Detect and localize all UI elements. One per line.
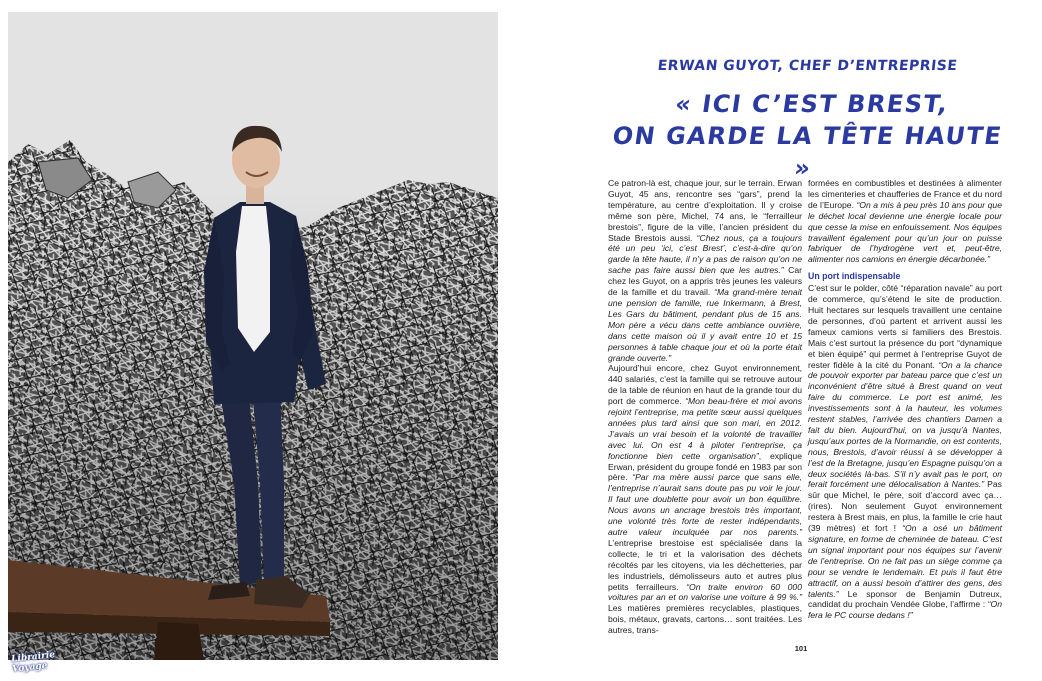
article-column-left — [608, 178, 803, 636]
paragraph: Ce patron-là est, chaque jour, sur le terrain. Erwan Guyot, 45 ans, rencontre ses “gars”, prend la température, au centre d’exploitation. Il y croise même son père, Michel, 74 ans, le “ferrailleur brestois”, figure de la ville, l’ancien président du Stade Brestois aussi. “Chez nous, ça a toujours été un peu ‘ici, c’est Brest’, c’est-à-dire qu’on garde la tête haute, il n’y a pas de raison qu’on ne sache pas faire aussi bien que les autres.” Car chez les Guyot, on a appris très jeunes les valeurs de la famille et du travail. “Ma grand-mère tenait une pension de famille, rue Inkermann, à Brest, Les Gars du bâtiment, pendant plus de 15 ans. Mon père a vécu dans cette ambiance ouvrière, dans cette maison où il y avait entre 10 et 15 personnes à table chaque jour et où la porte était grande ouverte.” — [608, 178, 802, 363]
section-subhead: Un port indispensable — [808, 271, 901, 282]
headline-line-1: « ICI C’EST BREST, — [673, 90, 951, 118]
article-kicker: ERWAN GUYOT, CHEF D’ENTREPRISE — [656, 58, 959, 74]
article-headline — [603, 88, 1011, 184]
logo-line-1: Librairie — [10, 650, 56, 665]
paragraph: C’est sur le polder, côté “réparation navale” au port de commerce, qu’s’étend le site de production. Huit hectares sur lesquels travaillent une centaine de personnes, d’où partent et arrivent aussi les fameux camions verts si familiers des Brestois. Mais c’est surtout la présence du port “dynamique et bien équipé” qui permet à l’entreprise Guyot de rester fidèle à la cité du Ponant. “On a la chance de pouvoir exporter par bateau parce que c’est un inconvénient d’être situé à Brest quand on veut faire du commerce. Le port est animé, les investissements sont à la hauteur, les volumes restent stables, l’arrivée des chantiers Damen a fait du bien. Aujourd’hui, on va jusqu’à Nantes, jusqu’aux portes de la Normandie, on est contents, nous, Brestois, d’avoir réussi à se développer à l’est de la Bretagne, jusqu’en Espagne puisqu’on a deux sociétés là-bas. S’il n’y avait pas le port, on ferait forcément une délocalisation à Nantes.” Pas sûr que Michel, le père, soit d’accord avec ça… (rires). Non seulement Guyot environnement restera à Brest mais, en plus, la famille le crie haut (39 mètres) et fort ! “On a osé un bâtiment signature, en forme de cheminée de bateau. C’est un signal important pour nos équipes sur l’avenir de l’entreprise. On ne fait pas un siège comme ça pour se vendre le lendemain. Et puis il faut être attractif, on a aussi besoin d’attirer des gens, des talents.” Le sponsor de Benjamin Dutreux, candidat du prochain Vendée Globe, l’affirme : “On fera le PC course dedans !” — [808, 283, 1003, 621]
page-number: 101 — [794, 644, 808, 653]
publisher-logo — [11, 649, 63, 680]
article-column-right — [808, 178, 1002, 628]
headline-line-2: ON GARDE LA TÊTE HAUTE » — [610, 122, 1005, 182]
paragraph: formées en combustibles et destinées à alimenter les cimenteries et chaufferies de France et du nord de l’Europe. “On a mis à peu près 10 ans pour que le déchet local devienne une énergie locale pour que cesse la mise en enfouissement. Nos équipes travaillent également pour qu’un jour on puisse fabriquer de l’hydrogène vert et, peut-être, alimenter nos camions en énergie décarbonée.” — [808, 178, 1002, 265]
paragraph: Aujourd’hui encore, chez Guyot environnement, 440 salariés, c’est la famille qui se retrouve autour de la table de réunion en haut de la grande tour du port de commerce. “Mon beau-frère et moi avons rejoint l’entreprise, ma petite sœur aussi quelques années plus tard ainsi que son mari, en 2012. J’avais un vrai besoin et la volonté de travailler avec lui. On est 4 à piloter l’entreprise, ça fonctionne bien cette organisation”, explique Erwan, président du groupe fondé en 1983 par son père. “Par ma mère aussi parce que sans elle, l’entreprise n’aurait sans doute pas pu voir le jour. Il faut une doublette pour avoir un bon équilibre. Nous avons un ancrage brestois très important, une volonté très forte de rester indépendants, autre valeur inculquée par nos parents.” L’entreprise brestoise est spécialisée dans la collecte, le tri et la valorisation des déchets récoltés par les citoyens, via les déchetteries, par les industriels, démolisseurs auto et autres plus petits ferrailleurs. “On traite environ 60 000 voitures par an et on valorise une voiture à 99 %.” Les matières premières recyclables, plastiques, bois, métaux, gravats, cartons… sont traitées. Les autres, trans- — [608, 363, 803, 636]
logo-line-2: Voyage — [11, 660, 48, 675]
portrait-photo — [8, 12, 498, 675]
scrap-yard-illustration — [8, 12, 498, 660]
